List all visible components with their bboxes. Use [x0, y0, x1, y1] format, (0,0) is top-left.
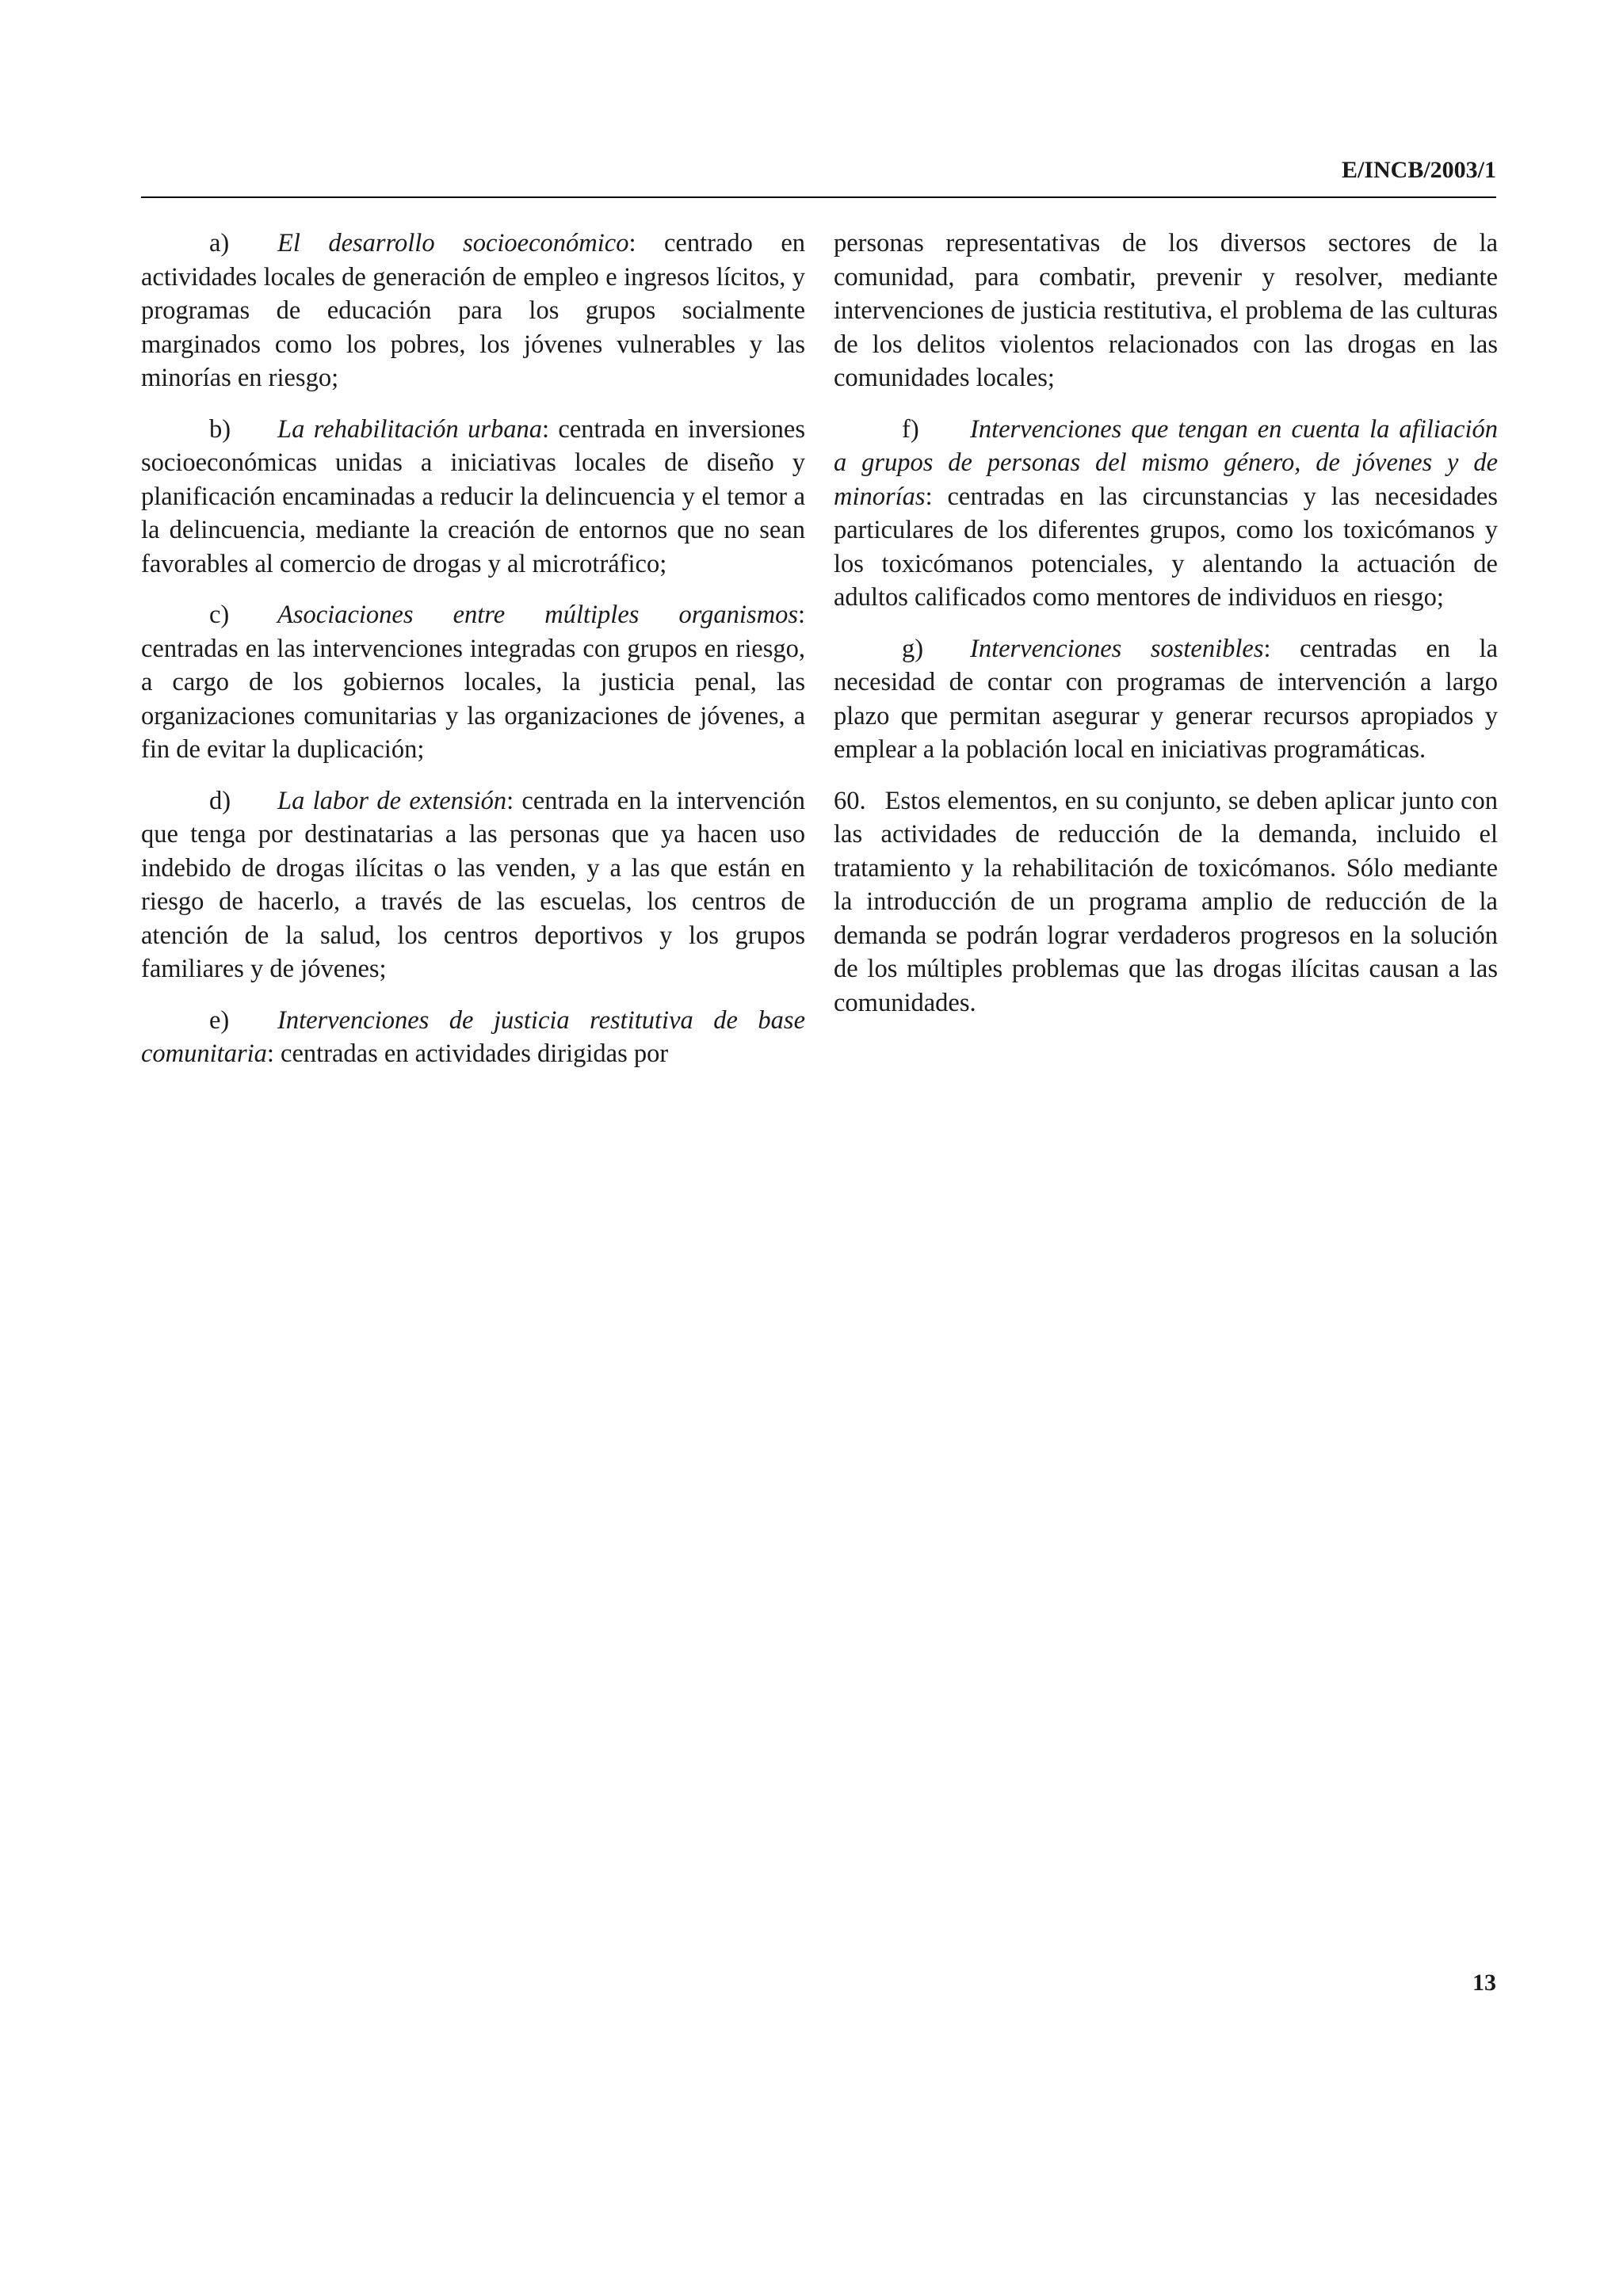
list-item-b	[141, 413, 805, 582]
item-title: El desarrollo socioeconómico	[277, 229, 629, 257]
list-item-f	[834, 413, 1498, 615]
paragraph-60	[834, 784, 1498, 1020]
right-column	[834, 227, 1498, 1037]
list-item-g	[834, 632, 1498, 767]
item-text: : centrado en actividades locales de generación de empleo e ingresos lícitos, y programas de educación para los grupos socialmente marginados como los pobres, los jóvenes vulnerables y las minorías en riesgo;	[141, 229, 805, 392]
page-number: 13	[1472, 1970, 1496, 1996]
item-text: : centradas en actividades dirigidas por	[266, 1039, 669, 1068]
item-title: La rehabilitación urbana	[277, 414, 542, 444]
item-label: e)	[209, 1005, 230, 1035]
paragraph-text: Estos elementos, en su conjunto, se deben aplicar junto con las actividades de reducción de la demanda, incluido el tratamiento y la rehabilitación de toxicómanos. Sólo mediante la introducción de un programa amplio de reducción de la demanda se podrán lograr verdaderos progresos en la solución de los múltiples problemas que las drogas ilícitas causan a las comunidades.	[834, 786, 1498, 1017]
item-title: La labor de extensión	[277, 786, 507, 815]
item-label: b)	[209, 414, 231, 444]
item-label: c)	[209, 601, 230, 629]
item-title: Asociaciones entre múltiples organismos	[277, 601, 798, 629]
item-title: Intervenciones sostenibles	[970, 634, 1264, 663]
item-text: : centradas en las intervenciones integradas con grupos en riesgo, a cargo de los gobiernos locales, la justicia penal, las organizaciones comunitarias y las organizaciones de jóvenes, a fin de evitar la duplicación;	[141, 601, 805, 764]
paragraph-number: 60.	[834, 786, 866, 815]
item-title: Intervenciones que tengan en cuenta la afiliación a grupos de personas del mismo género, de jóvenes y de minorías	[834, 414, 1498, 511]
list-item-a	[141, 227, 805, 395]
item-e-continuation: personas representativas de los diversos sectores de la comunidad, para combatir, prevenir y resolver, mediante intervenciones de justicia restitutiva, el problema de las culturas de los delitos violentos relacionados con las drogas en las comunidades locales;	[834, 229, 1498, 392]
list-item-d	[141, 784, 805, 986]
header-rule	[141, 196, 1496, 198]
item-title: Intervenciones de justicia restitutiva de base comunitaria	[141, 1005, 805, 1068]
item-text: : centrada en la intervención que tenga por destinatarias a las personas que ya hacen uso indebido de drogas ilícitas o las venden, y a las que están en riesgo de hacerlo, a través de las escuelas, los centros de atención de la salud, los centros deportivos y los grupos familiares y de jóvenes;	[141, 786, 805, 983]
item-label: d)	[209, 786, 231, 815]
item-text: : centradas en las circunstancias y las necesidades particulares de los diferentes grupos, como los toxicómanos y los toxicómanos potenciales, y alentando la actuación de adultos calificados como mentores de individuos en riesgo;	[834, 482, 1498, 612]
left-column	[141, 227, 805, 1089]
document-symbol: E/INCB/2003/1	[1341, 157, 1496, 183]
item-label: a)	[209, 229, 230, 257]
list-item-e	[141, 1004, 805, 1071]
item-text: : centradas en la necesidad de contar con programas de intervención a largo plazo que permitan asegurar y generar recursos apropiados y emplear a la población local en iniciativas programáticas.	[834, 634, 1499, 764]
item-label: g)	[902, 634, 924, 663]
item-text: : centrada en inversiones socioeconómicas unidas a iniciativas locales de diseño y planificación encaminadas a reducir la delincuencia y el temor a la delincuencia, mediante la creación de entornos que no sean favorables al comercio de drogas y al microtráfico;	[141, 414, 805, 578]
list-item-c	[141, 598, 805, 767]
item-label: f)	[902, 414, 919, 444]
